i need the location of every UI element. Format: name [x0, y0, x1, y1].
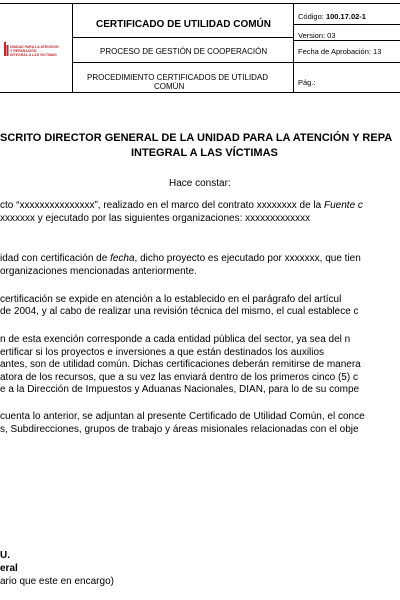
p2-text-c: , dicho proyecto es ejecutado por xxxxxxx, que tien: [134, 253, 361, 264]
header-border-top: [0, 3, 400, 4]
logo-text-line-1: UNIDAD PARA LA ATENCIÓN: [10, 45, 59, 49]
paragraph-5-line-2: s, Subdirecciones, grupos de trabajo y áreas misionales relacionadas con el obje: [0, 424, 359, 435]
code-value: 100.17.02-1: [325, 12, 366, 21]
paragraph-3-line-1: certificación se expide en atención a lo establecido en el parágrafo del artícul: [0, 294, 342, 305]
header-row-line-1: [72, 37, 293, 38]
logo-text-line-2: Y REPARACIÓN: [10, 49, 37, 53]
p2-text-a: idad con certificación de: [0, 253, 111, 264]
document-version: Version: 03: [298, 31, 336, 40]
document-header: [0, 0, 400, 94]
unidad-victimas-logo-icon: [4, 42, 9, 56]
document-code: [298, 12, 366, 21]
signature-line-2: eral: [0, 563, 18, 574]
heading-line-1: SCRITO DIRECTOR GENERAL DE LA UNIDAD PARA LA ATENCIÓN Y REPA: [0, 132, 393, 144]
signature-line-1: U.: [0, 550, 10, 561]
logo-text: [10, 45, 58, 57]
paragraph-2-line-1: [0, 253, 361, 264]
p2-italic-text: fecha: [110, 253, 135, 264]
p1-italic-text: Fuente c: [324, 200, 363, 211]
paragraph-4-line-4: atora de los recursos, que a su vez las enviará dentro de los primeros cinco (5) c: [0, 372, 358, 383]
approval-date: Fecha de Aprobación: 13: [298, 47, 382, 56]
p1-text: cto “xxxxxxxxxxxxxxx”, realizado en el marco del contrato xxxxxxxx de la: [0, 200, 324, 211]
process-name: PROCESO DE GESTIÓN DE COOPERACIÓN: [100, 47, 268, 56]
paragraph-4-line-3: antes, son de utilidad común. Dichas certificaciones deberán remitirse de manera: [0, 359, 361, 370]
paragraph-5-line-1: cuenta lo anterior, se adjuntan al presente Certificado de Utilidad Común, el conce: [0, 411, 365, 422]
paragraph-4-line-5: e a la Dirección de Impuestos y Aduanas Nacionales, DIAN, para lo de su compe: [0, 384, 360, 395]
meta-row-line-3: [293, 62, 400, 63]
header-divider-left: [72, 3, 73, 93]
code-label: Código:: [298, 12, 326, 21]
header-row-line-2: [72, 62, 293, 63]
paragraph-1-line-1: [0, 200, 363, 211]
header-border-bottom: [0, 92, 400, 93]
hace-constar: Hace constar:: [169, 178, 231, 189]
paragraph-1-line-2: xxxxxxx y ejecutado por las siguientes organizaciones: xxxxxxxxxxxxx: [0, 213, 311, 224]
procedure-name-line-2: COMÚN: [154, 82, 185, 91]
heading-line-2: INTEGRAL A LAS VÍCTIMAS: [131, 147, 278, 159]
procedure-name-line-1: PROCEDIMIENTO CERTIFICADOS DE UTILIDAD: [87, 73, 269, 82]
paragraph-3-line-2: de 2004, y al cabo de realizar una revisión técnica del mismo, el cual establece c: [0, 306, 359, 317]
signature-line-3: ario que este en encargo): [0, 576, 114, 587]
paragraph-4-line-2: ertificar si los proyectos e inversiones a que están destinados los auxilios: [0, 347, 325, 358]
document-title: CERTIFICADO DE UTILIDAD COMÚN: [96, 19, 271, 30]
page-number: Pág.:: [298, 78, 316, 87]
meta-row-line-2: [293, 40, 400, 41]
logo-text-line-3: INTEGRAL A LAS VÍCTIMAS: [10, 53, 57, 57]
paragraph-4-line-1: n de esta exención corresponde a cada entidad pública del sector, ya sea del n: [0, 334, 351, 345]
header-divider-right: [293, 3, 294, 93]
meta-row-line-1: [293, 24, 400, 25]
paragraph-2-line-2: organizaciones mencionadas anteriormente.: [0, 266, 197, 277]
